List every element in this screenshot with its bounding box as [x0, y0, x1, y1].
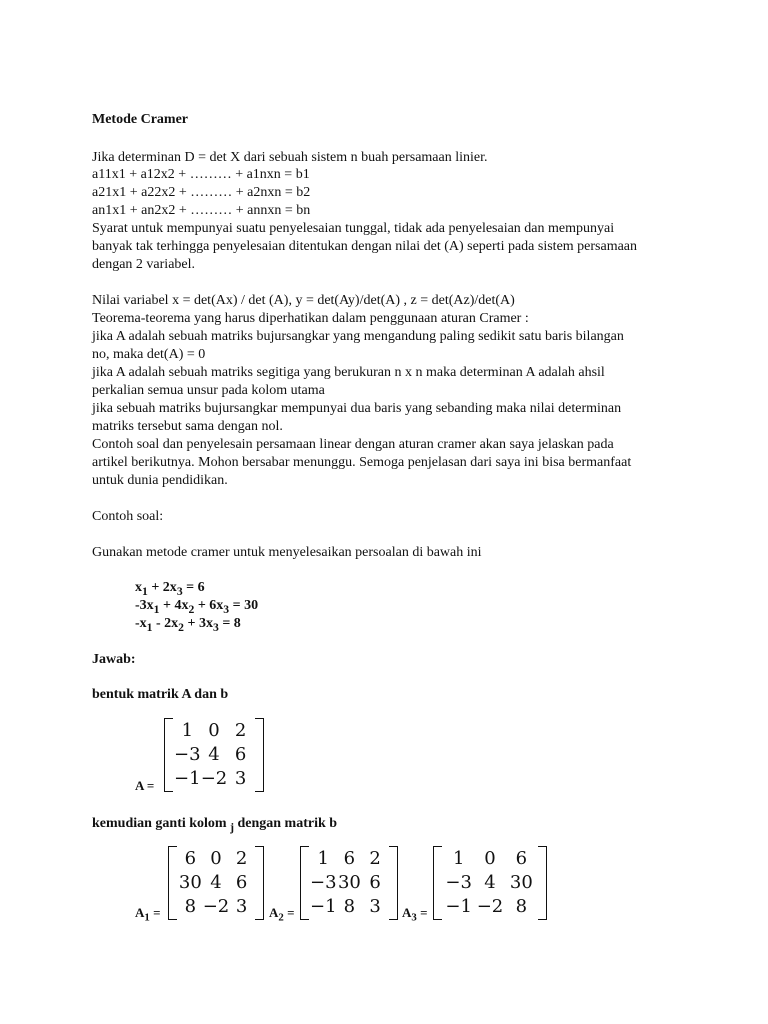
matrix-cell: 3 — [235, 895, 248, 917]
matrix-cell: 4 — [484, 871, 496, 893]
matrix-cell: 6 — [235, 871, 248, 893]
paragraph-line: artikel berikutnya. Mohon bersabar menunggu. Semoga penjelasan dari saya ini bisa bermanfaat — [92, 455, 632, 470]
matrix-cell: 1 — [181, 719, 194, 741]
matrix-cell: 4 — [208, 743, 220, 765]
matrix-cell: 6 — [515, 847, 528, 869]
matrix-cell: 0 — [208, 719, 220, 741]
matrix-a2-label: $A_2$ = — [269, 905, 295, 924]
matrix-cell: −2 — [202, 895, 230, 917]
paragraph-line: untuk dunia pendidikan. — [92, 473, 228, 488]
matrix-cell: −2 — [476, 895, 504, 917]
matrix-cell: 30 — [178, 871, 202, 893]
left-bracket — [164, 718, 173, 792]
matrix-cell: −1 — [174, 767, 201, 789]
matrix-cell: 6 — [184, 847, 197, 869]
equation-2: $-3x_1 + 4x_2 + 6x_3 = 30$ — [135, 598, 259, 616]
paragraph-line: no, maka det(A) = 0 — [92, 347, 206, 362]
paragraph-line: dengan 2 variabel. — [92, 257, 196, 272]
intro-line: Jika determinan D = det X dari sebuah sistem n buah persamaan linier. — [92, 150, 488, 165]
document-title: Metode Cramer — [92, 112, 189, 127]
equation-1: $x_1 + 2x_3 = 6$ — [135, 580, 205, 598]
paragraph-line: jika A adalah sebuah matriks bujursangkar yang mengandung paling sedikit satu baris bilangan — [92, 329, 624, 344]
matrix-a2 — [300, 846, 398, 918]
matrix-cell: 6 — [343, 847, 356, 869]
left-bracket — [168, 846, 177, 920]
matrix-cell: −3 — [174, 743, 201, 765]
matrix-cell: 0 — [210, 847, 222, 869]
matrix-cell: 1 — [317, 847, 329, 869]
matrix-cell: 30 — [509, 871, 533, 893]
matrix-a — [164, 718, 264, 790]
left-bracket — [433, 846, 442, 920]
paragraph-line: jika sebuah matriks bujursangkar mempunyai dua baris yang sebanding maka nilai determinan — [92, 401, 622, 416]
paragraph-line: Teorema-teorema yang harus diperhatikan dalam penggunaan aturan Cramer : — [92, 311, 529, 326]
matrix-a1 — [168, 846, 264, 918]
right-bracket — [255, 846, 264, 920]
paragraph-line: matriks tersebut sama dengan nol. — [92, 419, 283, 434]
matrix-cell: 8 — [515, 895, 528, 917]
matrix-a3-entries — [443, 846, 537, 918]
system-line-n: an1x1 + an2x2 + ……… + annxn = bn — [92, 203, 311, 218]
matrix-cell: −1 — [445, 895, 472, 917]
matrix-cell: 1 — [452, 847, 465, 869]
matrix-a1-entries — [178, 846, 254, 918]
right-bracket — [538, 846, 547, 920]
paragraph-line: banyak tak terhingga penyelesaian ditentukan dengan nilai det (A) seperti pada sistem persamaan — [92, 239, 638, 254]
answer-heading: Jawab: — [92, 652, 136, 667]
matrix-cell: 3 — [369, 895, 381, 917]
right-bracket — [389, 846, 398, 920]
matrix-cell: −1 — [310, 895, 337, 917]
matrix-cell: 2 — [234, 719, 247, 741]
paragraph-line: Contoh soal dan penyelesain persamaan linear dengan aturan cramer akan saya jelaskan pada — [92, 437, 614, 452]
matrix-cell: 4 — [210, 871, 222, 893]
matrix-cell: 6 — [234, 743, 247, 765]
matrix-cell: −2 — [200, 767, 228, 789]
matrix-cell: 2 — [235, 847, 248, 869]
system-line-2: a21x1 + a22x2 + ……… + a2nxn = b2 — [92, 185, 311, 200]
left-bracket — [300, 846, 309, 920]
matrix-a1-label: $A_1$ = — [135, 905, 161, 924]
matrix-cell: 0 — [484, 847, 496, 869]
matrix-cell: 8 — [343, 895, 356, 917]
instruction-line: Gunakan metode cramer untuk menyelesaikan persoalan di bawah ini — [92, 545, 482, 560]
formula-line: Nilai variabel x = det(Ax) / det (A), y = det(Ay)/det(A) , z = det(Az)/det(A) — [92, 293, 515, 308]
system-line-1: a11x1 + a12x2 + ……… + a1nxn = b1 — [92, 167, 310, 182]
paragraph-line: jika A adalah sebuah matriks segitiga yang berukuran n x n maka determinan A adalah ahsil — [92, 365, 605, 380]
matrix-a-entries — [174, 718, 254, 790]
matrix-cell: 8 — [184, 895, 197, 917]
matrix-cell: −3 — [445, 871, 472, 893]
paragraph-line: Syarat untuk mempunyai suatu penyelesaian tunggal, tidak ada penyelesaian dan mempunyai — [92, 221, 615, 236]
matrix-a3-label: $A_3$ = — [402, 905, 428, 924]
equation-3: $-x_1 - 2x_2 + 3x_3 = 8$ — [135, 616, 241, 634]
matrix-a3 — [433, 846, 547, 918]
matrix-form-heading: bentuk matrik A dan b — [92, 687, 229, 702]
matrix-cell: −3 — [310, 871, 337, 893]
matrix-a-label: A = — [135, 778, 155, 793]
right-bracket — [255, 718, 264, 792]
paragraph-line: perkalian semua unsur pada kolom utama — [92, 383, 325, 398]
matrix-a2-entries — [310, 846, 388, 918]
replace-column-heading: kemudian ganti kolom $_j$ dengan matrik b — [92, 816, 338, 834]
matrix-cell: 30 — [337, 871, 361, 893]
example-heading: Contoh soal: — [92, 509, 164, 524]
matrix-cell: 2 — [369, 847, 381, 869]
matrix-cell: 3 — [234, 767, 247, 789]
matrix-cell: 6 — [369, 871, 381, 893]
